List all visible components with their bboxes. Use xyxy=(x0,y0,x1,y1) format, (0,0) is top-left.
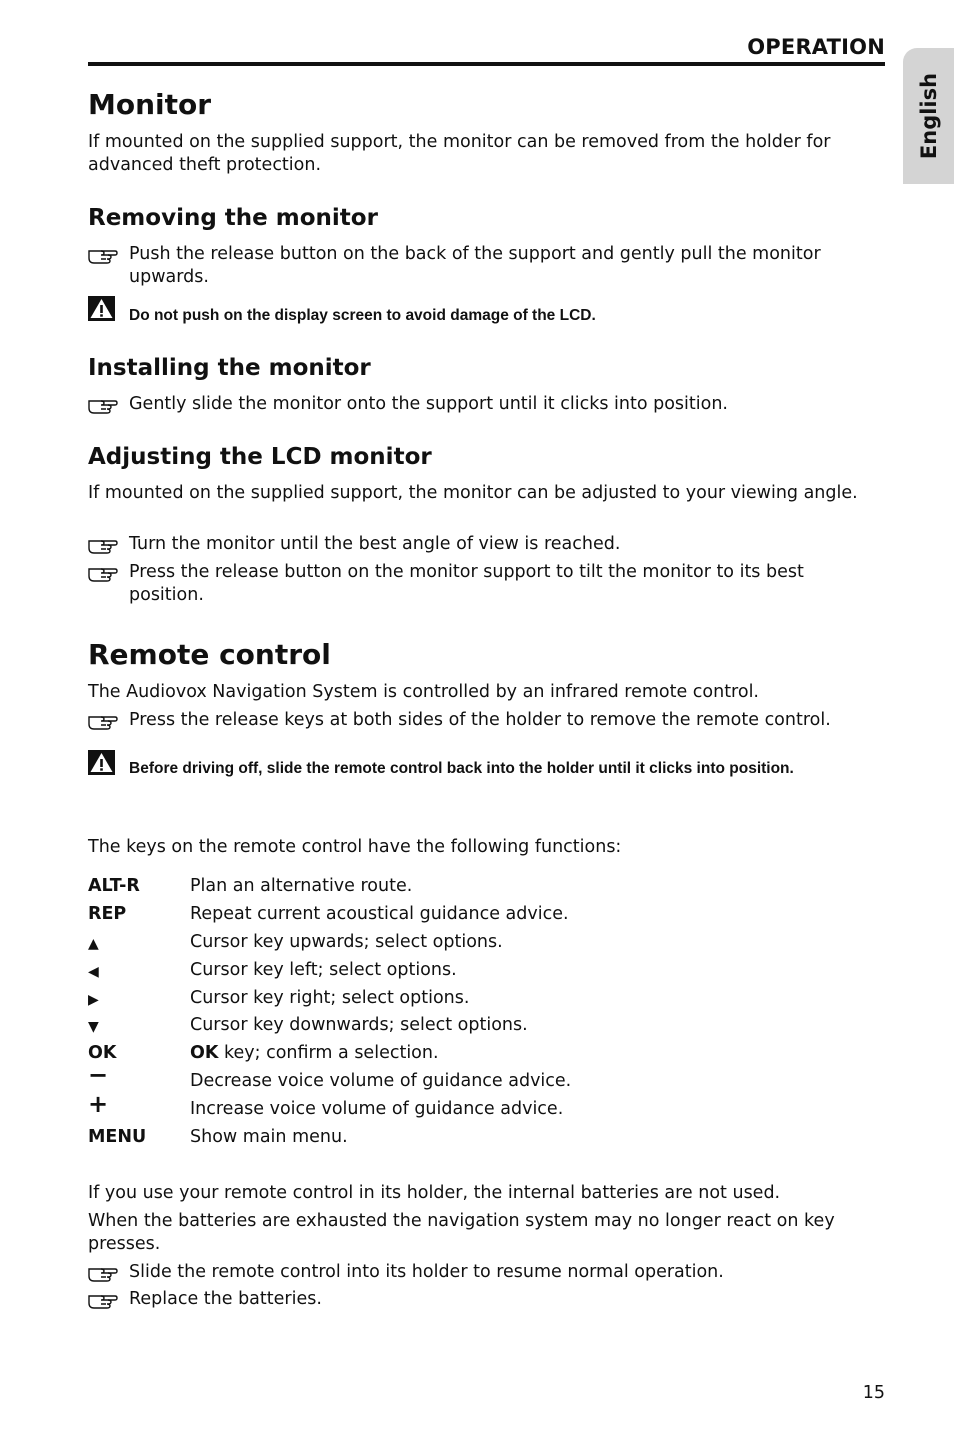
monitor-heading: Monitor xyxy=(88,88,212,121)
key-description-bold: OK xyxy=(190,1043,219,1063)
pointing-hand-icon xyxy=(88,1262,118,1282)
key-description: Cursor key upwards; select options. xyxy=(190,932,503,952)
pointing-hand-icon xyxy=(88,710,118,730)
removing-step xyxy=(88,243,878,289)
remote-warning-text: Before driving off, slide the remote control back into the holder until it clicks into position. xyxy=(129,760,794,777)
remote-warning xyxy=(88,750,878,780)
adjusting-heading: Adjusting the LCD monitor xyxy=(88,444,432,470)
key-description: Cursor key right; select options. xyxy=(190,988,470,1008)
language-tab-label: English xyxy=(916,72,941,160)
adjusting-step-text: Press the release button on the monitor support to tilt the monitor to its best position. xyxy=(129,562,804,605)
section-header: OPERATION xyxy=(747,35,885,59)
key-label: ALT-R xyxy=(88,876,140,896)
key-label: REP xyxy=(88,904,127,924)
exhausted-note: When the batteries are exhausted the navigation system may no longer react on key presses. xyxy=(88,1211,835,1254)
adjusting-step xyxy=(88,561,878,607)
installing-step xyxy=(88,393,878,416)
installing-heading: Installing the monitor xyxy=(88,355,371,381)
header-rule xyxy=(88,62,885,66)
key-label: MENU xyxy=(88,1127,147,1147)
plus-icon: + xyxy=(88,1090,109,1118)
key-description xyxy=(190,1042,439,1065)
remote-heading: Remote control xyxy=(88,638,331,671)
remote-step-text: Press the release keys at both sides of the holder to remove the remote control. xyxy=(129,710,831,730)
pointing-hand-icon xyxy=(88,244,118,264)
key-description: Repeat current acoustical guidance advice. xyxy=(190,904,569,924)
battery-step-text: Replace the batteries. xyxy=(129,1289,322,1309)
minus-icon: − xyxy=(88,1061,109,1089)
adjusting-step xyxy=(88,533,878,556)
page-number: 15 xyxy=(862,1383,885,1403)
battery-step xyxy=(88,1288,878,1311)
pointing-hand-icon xyxy=(88,1289,118,1309)
arrow-up-icon: ▲ xyxy=(88,936,99,952)
removing-heading: Removing the monitor xyxy=(88,205,378,231)
batteries-note: If you use your remote control in its holder, the internal batteries are not used. xyxy=(88,1183,781,1203)
arrow-left-icon: ◀ xyxy=(88,964,99,980)
pointing-hand-icon xyxy=(88,562,118,582)
key-description-rest: key; confirm a selection. xyxy=(218,1043,439,1063)
language-tab xyxy=(903,48,954,184)
removing-step-text: Push the release button on the back of the support and gently pull the monitor upwards. xyxy=(129,244,821,287)
key-description: Plan an alternative route. xyxy=(190,876,413,896)
arrow-down-icon: ▼ xyxy=(88,1019,99,1035)
installing-step-text: Gently slide the monitor onto the support until it clicks into position. xyxy=(129,394,728,414)
adjusting-step-text: Turn the monitor until the best angle of view is reached. xyxy=(129,534,621,554)
pointing-hand-icon xyxy=(88,394,118,414)
battery-step-text: Slide the remote control into its holder to resume normal operation. xyxy=(129,1262,724,1282)
keys-intro: The keys on the remote control have the following functions: xyxy=(88,837,622,857)
battery-step xyxy=(88,1261,878,1284)
key-description: Increase voice volume of guidance advice. xyxy=(190,1099,564,1119)
key-description: Show main menu. xyxy=(190,1127,348,1147)
warning-triangle-icon xyxy=(88,296,115,321)
warning-triangle-icon xyxy=(88,750,115,775)
remote-intro: The Audiovox Navigation System is controlled by an infrared remote control. xyxy=(88,682,759,702)
removing-warning-text: Do not push on the display screen to avoid damage of the LCD. xyxy=(129,307,596,324)
monitor-intro: If mounted on the supplied support, the monitor can be removed from the holder for advanced theft protection. xyxy=(88,132,831,175)
key-description: Cursor key downwards; select options. xyxy=(190,1015,528,1035)
adjusting-intro: If mounted on the supplied support, the monitor can be adjusted to your viewing angle. xyxy=(88,483,858,503)
key-label: OK xyxy=(88,1043,117,1063)
remote-step xyxy=(88,709,878,732)
pointing-hand-icon xyxy=(88,534,118,554)
key-description: Decrease voice volume of guidance advice. xyxy=(190,1071,572,1091)
key-description: Cursor key left; select options. xyxy=(190,960,457,980)
arrow-right-icon: ▶ xyxy=(88,992,99,1008)
